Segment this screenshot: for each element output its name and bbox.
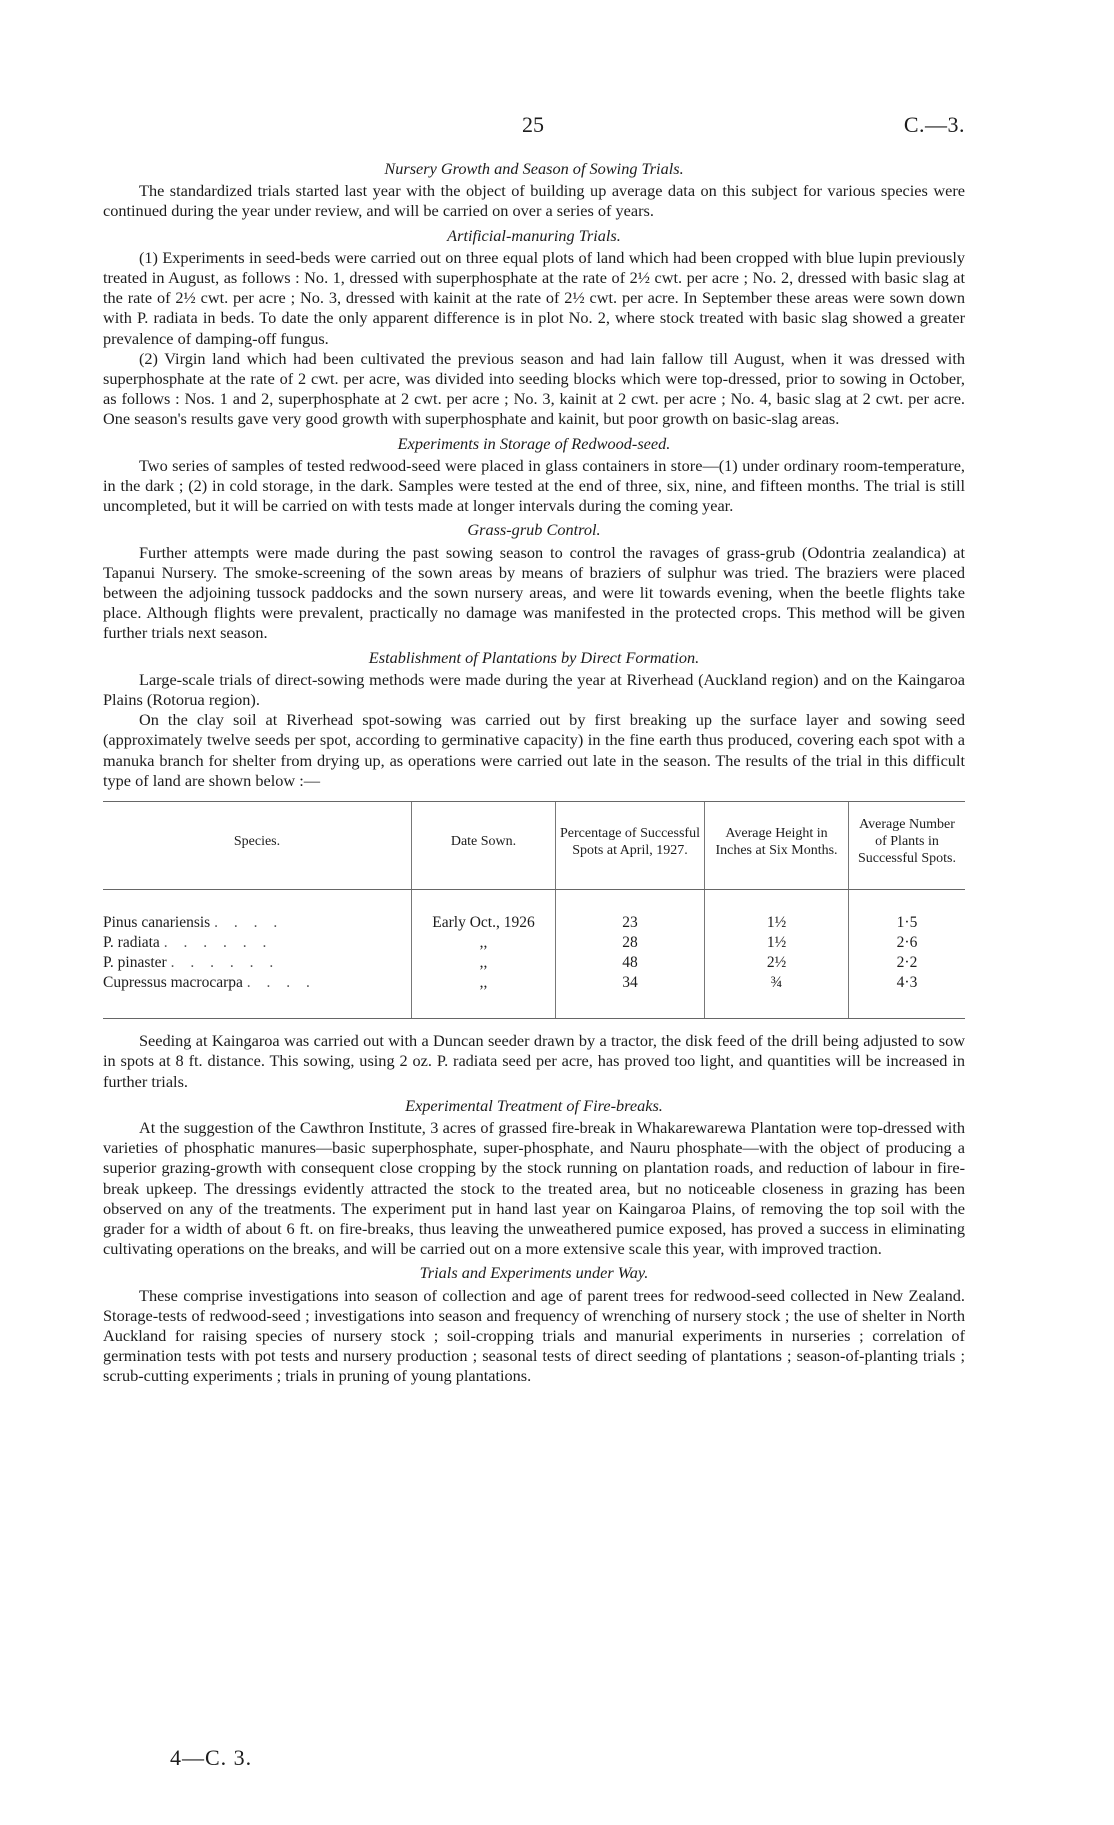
species-name: Pinus canariensis bbox=[103, 913, 211, 931]
section-heading: Establishment of Plantations by Direct Formation. bbox=[368, 647, 700, 667]
height-cell: ¾ bbox=[705, 972, 849, 1019]
table-header-height: Average Height in Inches at Six Months. bbox=[705, 802, 849, 890]
species-name: P. pinaster bbox=[103, 953, 167, 971]
table-header-plants: Average Number of Plants in Successful Spots. bbox=[849, 802, 966, 890]
species-name: Cupressus macrocarpa bbox=[103, 973, 243, 991]
plants-cell: 2·6 bbox=[849, 932, 966, 952]
percentage-cell: 48 bbox=[556, 952, 705, 972]
dot-leader: . . . . bbox=[214, 913, 284, 931]
species-cell bbox=[103, 952, 412, 972]
section-heading: Artificial-manuring Trials. bbox=[447, 225, 621, 245]
section-heading: Experimental Treatment of Fire-breaks. bbox=[405, 1095, 663, 1115]
section-heading: Nursery Growth and Season of Sowing Trials. bbox=[384, 159, 684, 178]
paragraph: On the clay soil at Riverhead spot-sowing was carried out by first breaking up the surface layer and sowing seed (approximately twelve seeds per spot, according to germinative capacity) in the fine earth thus produced, covering each spot with a manuka branch for shelter from drying up, as operations were carried out late in the season. The results of the trial in this difficult type of land are shown below :— bbox=[103, 710, 965, 790]
table-row bbox=[103, 952, 965, 972]
height-cell: 2½ bbox=[705, 952, 849, 972]
page-number: 25 bbox=[522, 112, 544, 137]
section-heading: Trials and Experiments under Way. bbox=[419, 1263, 649, 1283]
height-cell: 1½ bbox=[705, 932, 849, 952]
plants-cell: 4·3 bbox=[849, 972, 966, 1019]
percentage-cell: 28 bbox=[556, 932, 705, 952]
paragraph: Seeding at Kaingaroa was carried out with a Duncan seeder drawn by a tractor, the disk feed of the drill being adjusted to sow in spots at 8 ft. distance. This sowing, using 2 oz. P. radiata seed per acre, has proved too light, and quantities will be increased in further trials. bbox=[103, 1031, 965, 1091]
table-row bbox=[103, 972, 965, 1019]
paragraph: Large-scale trials of direct-sowing methods were made during the year at Riverhead (Auckland region) and on the Kaingaroa Plains (Rotorua region). bbox=[103, 669, 965, 710]
plants-cell: 2·2 bbox=[849, 952, 966, 972]
dot-leader: . . . . . . bbox=[163, 933, 273, 951]
spacer bbox=[103, 1019, 965, 1031]
results-table bbox=[103, 801, 965, 1019]
dot-leader: . . . . bbox=[246, 973, 316, 991]
date-cell: ,, bbox=[412, 972, 556, 1019]
paragraph: The standardized trials started last year with the object of building up average data on this subject for various species were continued during the year under review, and will be carried on over a series of years. bbox=[103, 181, 965, 221]
paragraph: (2) Virgin land which had been cultivated the previous season and had lain fallow till August, when it was dressed with superphosphate at the rate of 2 cwt. per acre, was divided into seeding blocks which were top-dressed, prior to sowing in October, as follows : Nos. 1 and 2, superphosphate at 2 cwt. per acre ; No. 3, kainit at 2 cwt. per acre ; No. 4, basic slag at 2 cwt. per acre. One season's results gave very good growth with superphosphate and kainit, but poor growth on basic-slag areas. bbox=[103, 348, 965, 429]
paragraph: These comprise investigations into season of collection and age of parent trees for redwood-seed collected in New Zealand. Storage-tests of redwood-seed ; investigations into season and frequency of wrenching of nursery stock ; the use of shelter in North Auckland for raising species of nursery stock ; soil-cropping trials and manurial experiments in nurseries ; correlation of germination tests with pot tests and nursery production ; seasonal tests of direct seeding of plantations ; season-of-planting trials ; scrub-cutting experiments ; trials in pruning of young plantations. bbox=[103, 1285, 965, 1386]
paragraph: (1) Experiments in seed-beds were carried out on three equal plots of land which had been cropped with blue lupin previously treated in August, as follows : No. 1, dressed with superphosphate at the rate of 2½ cwt. per acre ; No. 2, dressed with basic slag at the rate of 2½ cwt. per acre ; No. 3, dressed with kainit at the rate of 2½ cwt. per acre. In September these areas were sown down with P. radiata in beds. To date the only apparent difference is in plot No. 2, where stock treated with basic slag showed a greater prevalence of damping-off fungus. bbox=[103, 247, 965, 348]
height-cell: 1½ bbox=[705, 890, 849, 933]
document-body bbox=[103, 155, 965, 1387]
section-heading: Grass-grub Control. bbox=[467, 520, 601, 540]
date-cell: ,, bbox=[412, 952, 556, 972]
species-cell bbox=[103, 890, 412, 933]
table-header-row bbox=[103, 802, 965, 890]
page-header bbox=[103, 112, 965, 142]
table-row bbox=[103, 932, 965, 952]
percentage-cell: 23 bbox=[556, 890, 705, 933]
species-cell bbox=[103, 972, 412, 1019]
date-cell: Early Oct., 1926 bbox=[412, 890, 556, 933]
table-header-date: Date Sown. bbox=[412, 802, 556, 890]
percentage-cell: 34 bbox=[556, 972, 705, 1019]
table-header-species: Species. bbox=[103, 802, 412, 890]
table-header-percentage: Percentage of Successful Spots at April, 1927. bbox=[556, 802, 705, 890]
paragraph: At the suggestion of the Cawthron Institute, 3 acres of grassed fire-break in Whakarewarewa Plantation were top-dressed with varieties of phosphatic manures—basic superphosphate, super-phosphate, and Nauru phosphate—with the object of producing a superior grazing-growth with consequent close cropping by the stock running on plantation roads, and reduction of labour in fire-break upkeep. The dressings evidently attracted the stock to the treated area, but no noticeable closeness in grazing has been observed on any of the treatments. The experiment put in hand last year on Kaingaroa Plains, of removing the top soil with the grader for a width of about 6 ft. on fire-breaks, thus leaving the unweathered pumice exposed, has proved a success in eliminating cultivating operations on the breaks, and will be carried out on a more extensive scale this year, with improved traction. bbox=[103, 1117, 965, 1259]
section-heading: Experiments in Storage of Redwood-seed. bbox=[397, 433, 671, 453]
date-cell: ,, bbox=[412, 932, 556, 952]
paragraph: Further attempts were made during the past sowing season to control the ravages of grass-grub (Odontria zealandica) at Tapanui Nursery. The smoke-screening of the sown areas by means of braziers of sulphur was tried. The braziers were placed between the adjoining tussock paddocks and the sown nursery areas, and were lit towards evening, when the beetle flights take place. Although flights were prevalent, practically no damage was manifested in the protected crops. This method will be given further trials next season. bbox=[103, 542, 965, 643]
species-cell bbox=[103, 932, 412, 952]
table-row bbox=[103, 890, 965, 933]
paragraph: Two series of samples of tested redwood-seed were placed in glass containers in store—(1) under ordinary room-temperature, in the dark ; (2) in cold storage, in the dark. Samples were tested at the end of three, six, nine, and fifteen months. The trial is still uncompleted, but it will be carried on with tests made at longer intervals during the coming year. bbox=[103, 455, 965, 516]
species-name: P. radiata bbox=[103, 933, 160, 951]
document-reference: C.—3. bbox=[903, 112, 965, 137]
page-signature: 4—C. 3. bbox=[170, 1745, 253, 1770]
dot-leader: . . . . . . bbox=[170, 953, 280, 971]
plants-cell: 1·5 bbox=[849, 890, 966, 933]
